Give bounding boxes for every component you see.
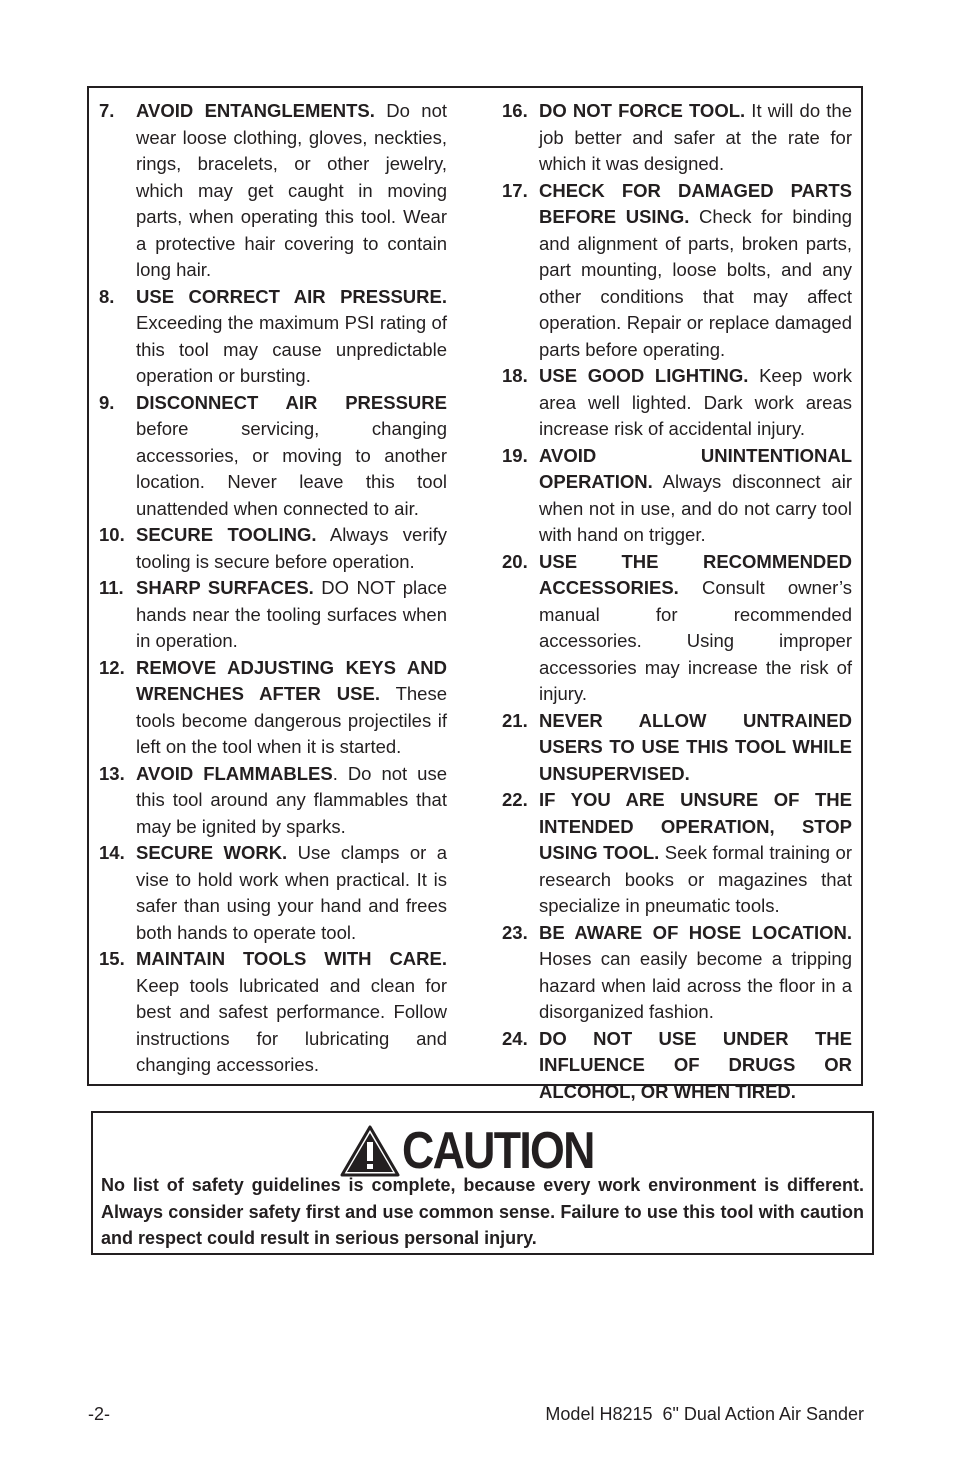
rule-body [136,946,447,1079]
rule-body [136,522,447,575]
rule-body [539,787,852,920]
rule-item [502,443,852,549]
rule-item [99,946,447,1079]
rule-text: These tools become dangerous projectiles if left on the tool when it is started. [136,683,447,757]
rule-item [99,522,447,575]
model-footer: Model H8215 6" Dual Action Air Sander [545,1404,864,1424]
rule-item [99,284,447,390]
rule-lead: SECURE TOOLING. [136,524,317,545]
rule-text: Use clamps or a vise to hold work when practical. It is safer than using your hand and frees both hands to operate tool. [136,842,447,943]
rule-text: Always verify tooling is secure before operation. [136,524,447,572]
caution-title: CAUTION [402,1122,594,1180]
rule-number: 8. [99,285,115,307]
rule-text: Keep tools lubricated and clean for best and safest performance. Follow instructions for lubricating and changing accessories. [136,974,447,1075]
rule-number: 13. [99,762,125,784]
rule-number: 17. [502,179,528,201]
rule-item [99,390,447,523]
caution-text: No list of safety guidelines is complete, because every work environment is different. Always consider safety first and use common sense. Failure to use this tool with caution and respect could result in serious personal injury. [101,1175,864,1248]
rule-lead: SECURE WORK. [136,842,288,863]
rule-item [502,920,852,1026]
rule-lead: USE THE RECOMMENDED ACCESSORIES. [539,550,852,598]
rule-text: Keep work area well lighted. Dark work areas increase risk of accidental injury. [539,365,853,439]
safety-rules-box [87,86,863,1102]
rule-body [136,98,447,284]
rule-item [502,178,852,364]
rule-lead: CHECK FOR DAMAGED PARTS BEFORE USING. [539,179,852,227]
rule-number: 19. [502,444,528,466]
rule-body [136,840,447,946]
rule-number: 21. [502,709,528,731]
rule-text: It will do the job better and safer at the rate for which it was designed. [539,100,852,174]
rule-number: 16. [502,100,528,121]
rule-number: 9. [99,391,115,413]
rule-lead: NEVER ALLOW UNTRAINED USERS TO USE THIS TOOL WHILE UNSUPERVISED. [539,709,852,784]
rule-body [539,1026,852,1106]
rule-item [502,1026,852,1106]
rule-text: Hoses can easily become a tripping hazard when laid across the floor in a disorganized fashion. [539,948,852,1022]
caution-box [91,1111,874,1255]
rule-number: 14. [99,842,125,863]
rule-lead: USE CORRECT AIR PRESSURE. [136,285,447,307]
rule-text: Seek formal training or research books or magazines that specialize in pneumatic tools. [539,842,852,916]
rule-body [539,708,852,788]
rule-text: Do not wear loose clothing, gloves, neckties, rings, bracelets, or other jewelry, which may get caught in moving parts, when operating this tool. Wear a protective hair covering to contain long hair. [136,100,448,280]
rules-column-right [502,98,852,1105]
caution-header [93,1123,872,1179]
rule-item [502,98,852,178]
rule-body [136,761,447,841]
rule-body [539,549,852,708]
rule-body [136,284,447,390]
rule-body [136,390,447,523]
rule-number: 18. [502,365,528,386]
rule-lead: AVOID FLAMMABLES [136,762,333,784]
rule-lead: DO NOT USE UNDER THE INFLUENCE OF DRUGS OR ALCOHOL, OR WHEN TIRED. [539,1027,852,1102]
rule-number: 24. [502,1027,528,1049]
rule-lead: AVOID ENTANGLEMENTS. [136,100,375,121]
rule-body [539,443,852,549]
rule-number: 23. [502,921,528,943]
rule-number: 22. [502,789,528,810]
rule-item [99,655,447,761]
rule-item [502,549,852,708]
rule-text: before servicing, changing accessories, or moving to another location. Never leave this tool unattended when connected to air. [136,418,447,519]
rule-text: Consult owner’s manual for recommended accessories. Using improper accessories may increase the risk of injury. [539,577,852,704]
rules-column-left [99,98,447,1079]
rule-body [539,98,852,178]
rule-text: . Do not use this tool around any flammables that may be ignited by sparks. [136,762,447,837]
rule-lead: MAINTAIN TOOLS WITH CARE. [136,948,447,969]
rule-lead: AVOID UNINTENTIONAL OPERATION. [539,444,852,492]
rule-number: 20. [502,550,528,572]
page-number: -2- [88,1404,110,1424]
rule-text: Check for binding and alignment of parts, broken parts, part mounting, loose bolts, and any other conditions that may affect operation. Repair or replace damaged parts before operating. [539,206,852,360]
rule-item [99,840,447,946]
rule-body [136,575,447,655]
rule-number: 12. [99,656,125,678]
rule-item [99,575,447,655]
rule-item [502,708,852,788]
rule-body [539,363,852,443]
rule-body [539,178,852,364]
rule-number: 7. [99,100,115,121]
rule-text: Exceeding the maximum PSI rating of this tool may cause unpredictable operation or bursting. [136,312,447,386]
rule-lead: USE GOOD LIGHTING. [539,365,749,386]
rule-item [99,761,447,841]
warning-triangle-icon [340,1125,400,1177]
rule-body [539,920,852,1026]
rule-text: DO NOT place hands near the tooling surfaces when in operation. [136,577,447,651]
rule-lead: REMOVE ADJUSTING KEYS AND WRENCHES AFTER USE. [136,656,447,704]
rule-lead: BE AWARE OF HOSE LOCATION. [539,921,852,943]
rule-item [502,363,852,443]
rule-item [99,98,447,284]
rule-lead: IF YOU ARE UNSURE OF THE INTENDED OPERATION, STOP USING TOOL. [539,789,852,863]
rule-number: 10. [99,524,125,545]
rule-lead: DISCONNECT AIR PRESSURE [136,391,447,413]
rule-lead: SHARP SURFACES. [136,577,314,598]
rule-number: 15. [99,948,125,969]
rule-lead: DO NOT FORCE TOOL. [539,100,746,121]
rule-number: 11. [99,577,124,598]
rule-item [502,787,852,920]
rule-text: Always disconnect air when not in use, and do not carry tool with hand on trigger. [539,471,852,545]
rule-body [136,655,447,761]
